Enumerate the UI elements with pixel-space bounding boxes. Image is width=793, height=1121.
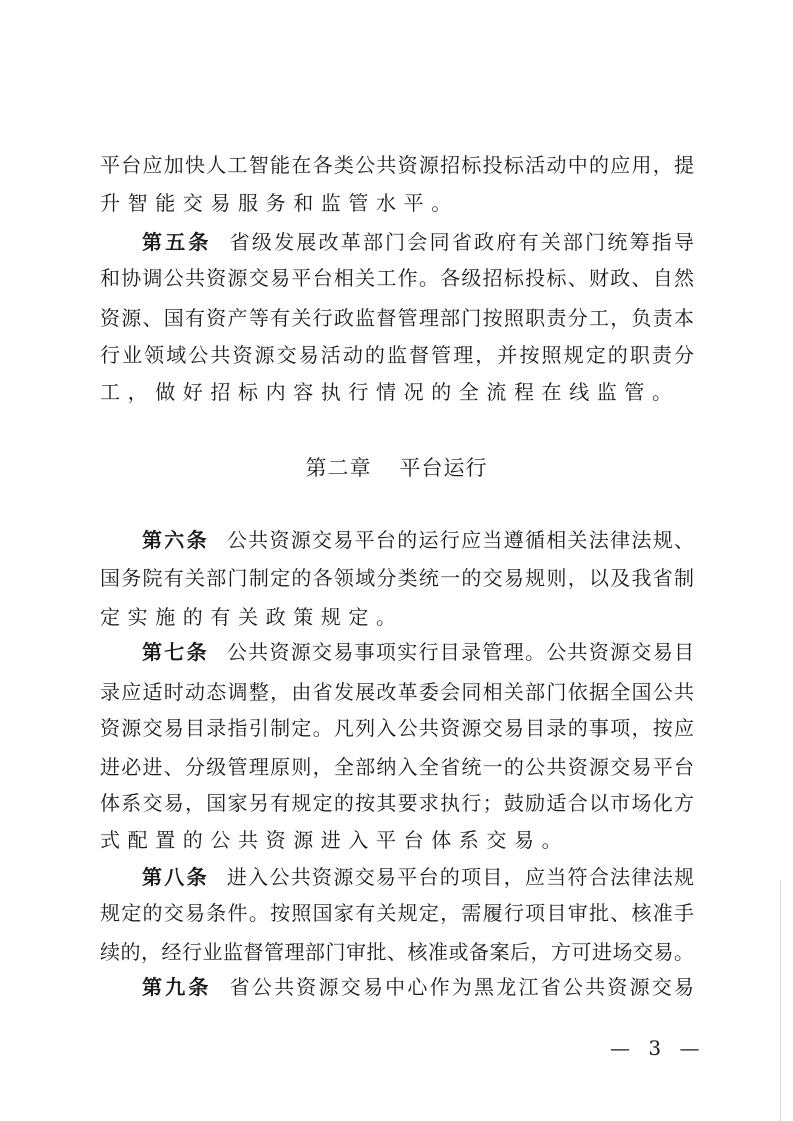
article-5-line: 资源、国有资产等有关行政监督管理部门按照职责分工，负责本 bbox=[100, 306, 694, 330]
article-text: 省级发展改革部门会同省政府有关部门统筹指导 bbox=[229, 230, 695, 254]
article-7-line: 资源交易目录指引制定。凡列入公共资源交易目录的事项，按应 bbox=[100, 716, 694, 740]
article-5-line: 工，做好招标内容执行情况的全流程在线监管。 bbox=[100, 380, 680, 404]
article-5-line bbox=[100, 227, 694, 257]
article-label: 第八条 bbox=[142, 865, 209, 889]
article-7-line: 体系交易，国家另有规定的按其要求执行；鼓励适合以市场化方 bbox=[100, 791, 694, 815]
article-label: 第七条 bbox=[142, 640, 209, 664]
scan-edge-divider bbox=[780, 880, 781, 1121]
article-text: 公共资源交易事项实行目录管理。公共资源交易目 bbox=[226, 640, 694, 664]
article-text: 省公共资源交易中心作为黑龙江省公共资源交易 bbox=[229, 975, 695, 999]
article-7-line: 录应适时动态调整，由省发展改革委会同相关部门依据全国公共 bbox=[100, 680, 694, 704]
article-7-line: 式配置的公共资源进入平台体系交易。 bbox=[100, 828, 570, 852]
chapter-heading bbox=[0, 452, 793, 482]
paragraph-line: 平台应加快人工智能在各类公共资源招标投标活动中的应用，提 bbox=[100, 153, 694, 177]
article-5-line: 行业领域公共资源交易活动的监督管理，并按照规定的职责分 bbox=[100, 343, 694, 367]
chapter-title: 平台运行 bbox=[399, 456, 488, 480]
article-label: 第九条 bbox=[142, 975, 212, 999]
article-8-line: 续的，经行业监督管理部门审批、核准或备案后，方可进场交易。 bbox=[100, 940, 694, 964]
page-number: — 3 — bbox=[610, 1036, 706, 1060]
article-label: 第五条 bbox=[142, 230, 212, 254]
article-6-line: 国务院有关部门制定的各领域分类统一的交易规则，以及我省制 bbox=[100, 566, 694, 590]
article-5-line: 和协调公共资源交易平台相关工作。各级招标投标、财政、自然 bbox=[100, 266, 694, 290]
article-9-line bbox=[100, 972, 694, 1002]
article-text: 进入公共资源交易平台的项目，应当符合法律法规 bbox=[226, 865, 694, 889]
article-8-line bbox=[100, 862, 694, 892]
article-7-line: 进必进、分级管理原则，全部纳入全省统一的公共资源交易平台 bbox=[100, 755, 694, 779]
article-text: 公共资源交易平台的运行应当遵循相关法律法规、 bbox=[226, 528, 694, 552]
article-6-line: 定实施的有关政策规定。 bbox=[100, 605, 404, 629]
article-7-line bbox=[100, 637, 694, 667]
article-label: 第六条 bbox=[142, 528, 209, 552]
chapter-number: 第二章 bbox=[305, 456, 372, 480]
article-8-line: 规定的交易条件。按照国家有关规定，需履行项目审批、核准手 bbox=[100, 901, 694, 925]
article-6-line bbox=[100, 525, 694, 555]
paragraph-line: 升智能交易服务和监管水平。 bbox=[100, 191, 459, 215]
